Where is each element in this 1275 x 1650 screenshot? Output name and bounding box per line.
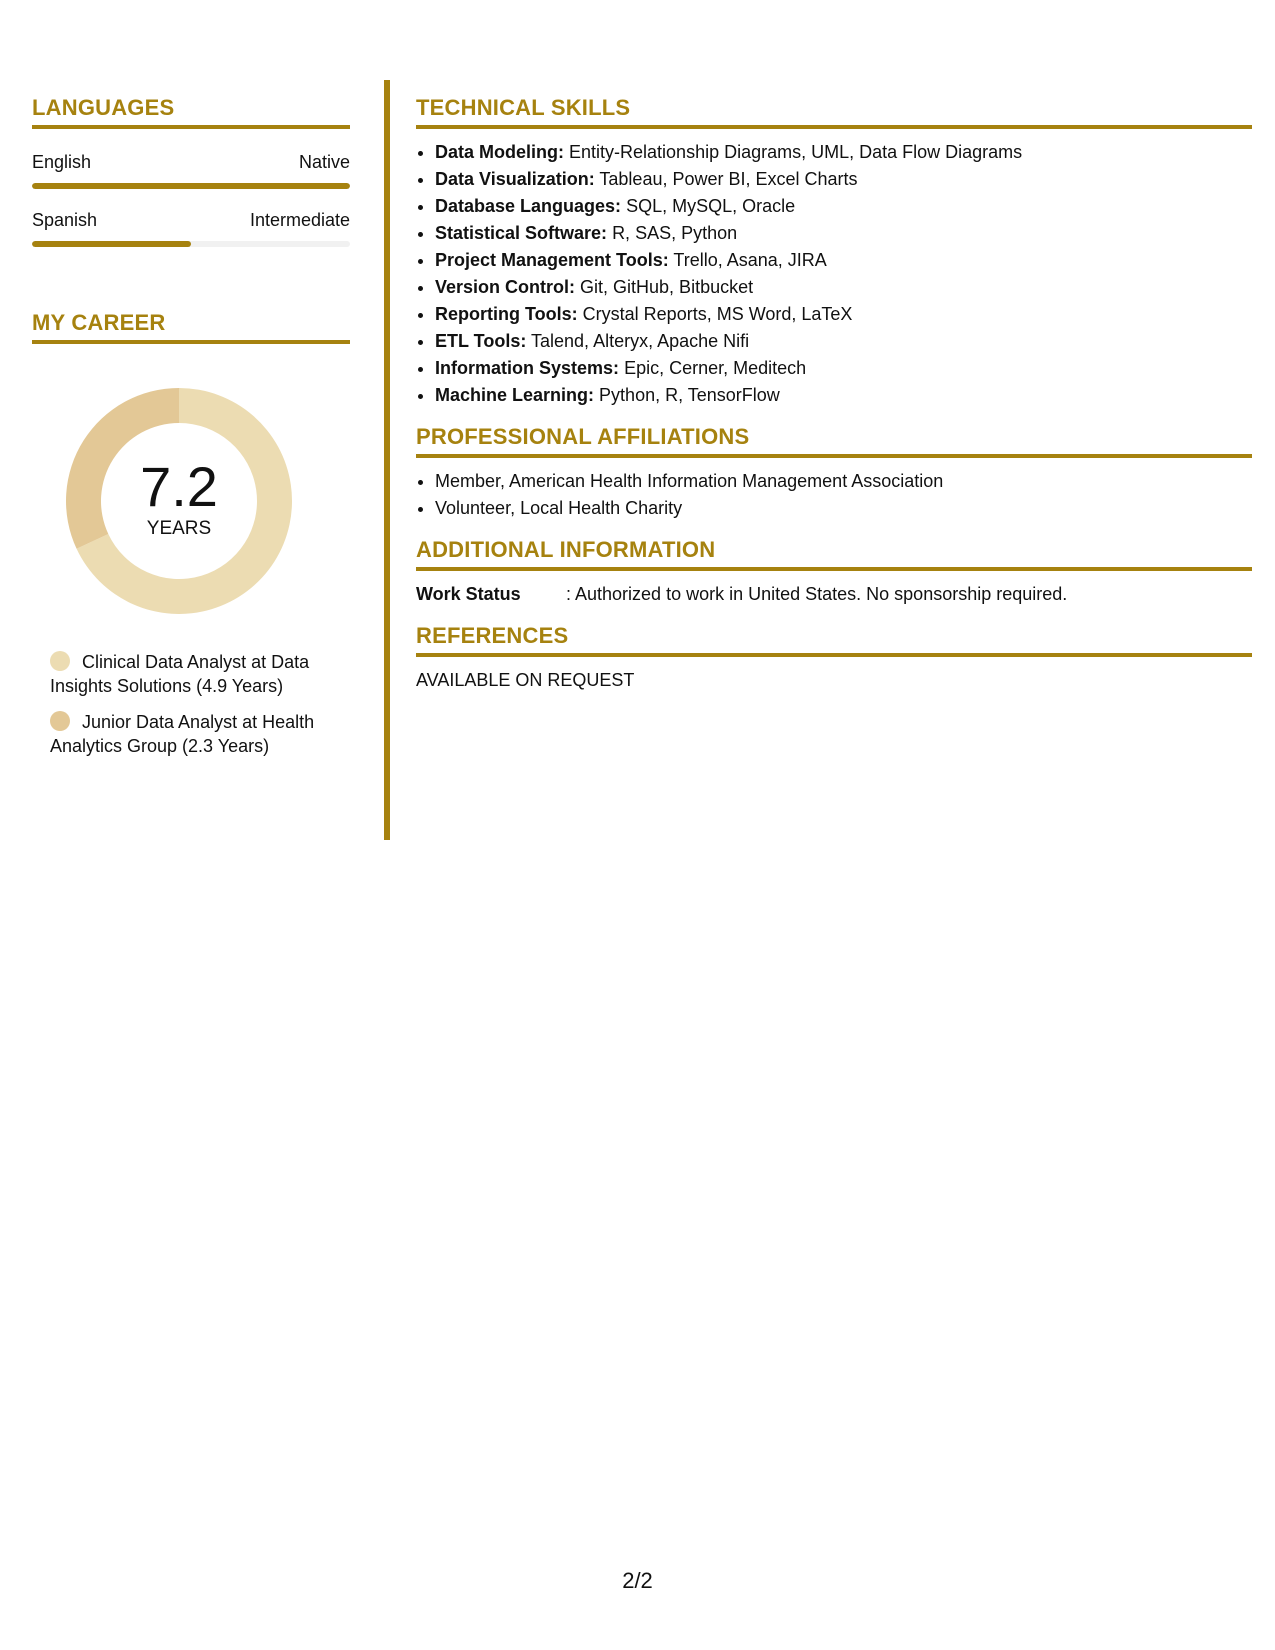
skill-values: Tableau, Power BI, Excel Charts — [599, 169, 858, 189]
references-heading: REFERENCES — [416, 624, 1252, 657]
career-total-value: 7.2 — [140, 455, 218, 518]
skill-values: SQL, MySQL, Oracle — [626, 196, 796, 216]
career-legend — [50, 650, 330, 758]
career-total-unit: YEARS — [146, 518, 212, 539]
skill-category: Project Management Tools: — [435, 250, 669, 270]
career-heading: MY CAREER — [32, 311, 350, 344]
language-name: English — [32, 152, 92, 172]
skill-item — [435, 193, 1252, 220]
skill-category: Statistical Software: — [435, 223, 608, 243]
page-number: 2/2 — [622, 1568, 653, 1593]
skill-values: Entity-Relationship Diagrams, UML, Data Flow Diagrams — [569, 142, 1023, 162]
career-legend-label: Clinical Data Analyst at Data Insights Solutions (4.9 Years) — [50, 652, 310, 696]
skill-values: R, SAS, Python — [612, 223, 738, 243]
skill-item — [435, 247, 1252, 274]
language-row — [32, 151, 350, 173]
skill-item — [435, 382, 1252, 409]
language-proficiency-bar — [32, 241, 350, 247]
skill-category: Reporting Tools: — [435, 304, 578, 324]
career-legend-label: Junior Data Analyst at Health Analytics Group (2.3 Years) — [50, 712, 315, 756]
language-proficiency-fill — [32, 241, 191, 247]
work-status-value: : Authorized to work in United States. No sponsorship required. — [566, 584, 1068, 604]
language-level: Native — [298, 152, 350, 172]
additional-info-section — [416, 538, 1252, 608]
language-row — [32, 209, 350, 231]
column-divider — [384, 80, 390, 840]
languages-heading: LANGUAGES — [32, 96, 350, 129]
legend-dot-icon — [50, 711, 70, 731]
language-spanish — [32, 209, 350, 247]
references-section — [416, 624, 1252, 694]
right-column — [416, 96, 1252, 694]
skill-item — [435, 301, 1252, 328]
skill-item — [435, 139, 1252, 166]
skill-values: Python, R, TensorFlow — [599, 385, 780, 405]
skill-category: Version Control: — [435, 277, 576, 297]
skill-item — [435, 355, 1252, 382]
skill-item — [435, 328, 1252, 355]
references-text: AVAILABLE ON REQUEST — [416, 670, 635, 690]
skill-category: Machine Learning: — [435, 385, 595, 405]
skill-category: Data Modeling: — [435, 142, 564, 162]
affiliation-item: • Member, American Health Information Management Association — [435, 468, 1252, 495]
skill-category: Data Visualization: — [435, 169, 595, 189]
language-proficiency-bar — [32, 183, 350, 189]
technical-skills-heading: TECHNICAL SKILLS — [416, 96, 1252, 129]
skill-item — [435, 220, 1252, 247]
skill-values: Git, GitHub, Bitbucket — [580, 277, 754, 297]
skill-item — [435, 166, 1252, 193]
skill-category: Database Languages: — [435, 196, 622, 216]
technical-skills-list — [416, 139, 1252, 409]
affiliations-heading: PROFESSIONAL AFFILIATIONS — [416, 425, 1252, 458]
language-english — [32, 151, 350, 189]
language-level: Intermediate — [249, 210, 350, 230]
language-name: Spanish — [32, 210, 98, 230]
additional-info-heading: ADDITIONAL INFORMATION — [416, 538, 1252, 571]
skill-item — [435, 274, 1252, 301]
skill-category: Information Systems: — [435, 358, 620, 378]
skill-values: Talend, Alteryx, Apache Nifi — [531, 331, 750, 351]
career-legend-item — [50, 710, 330, 758]
skill-values: Epic, Cerner, Meditech — [624, 358, 807, 378]
legend-dot-icon — [50, 651, 70, 671]
skill-values: Crystal Reports, MS Word, LaTeX — [582, 304, 853, 324]
skill-values: Trello, Asana, JIRA — [673, 250, 827, 270]
career-donut-chart — [66, 388, 292, 614]
work-status-row — [416, 581, 1252, 608]
skill-category: ETL Tools: — [435, 331, 527, 351]
work-status-label: Work Status — [416, 584, 521, 604]
language-proficiency-fill — [32, 183, 350, 189]
career-legend-item — [50, 650, 330, 698]
affiliations-list — [416, 468, 1252, 522]
left-column — [32, 96, 350, 770]
affiliations-section — [416, 425, 1252, 522]
affiliation-item: • Volunteer, Local Health Charity — [435, 495, 1252, 522]
career-total — [66, 455, 292, 540]
